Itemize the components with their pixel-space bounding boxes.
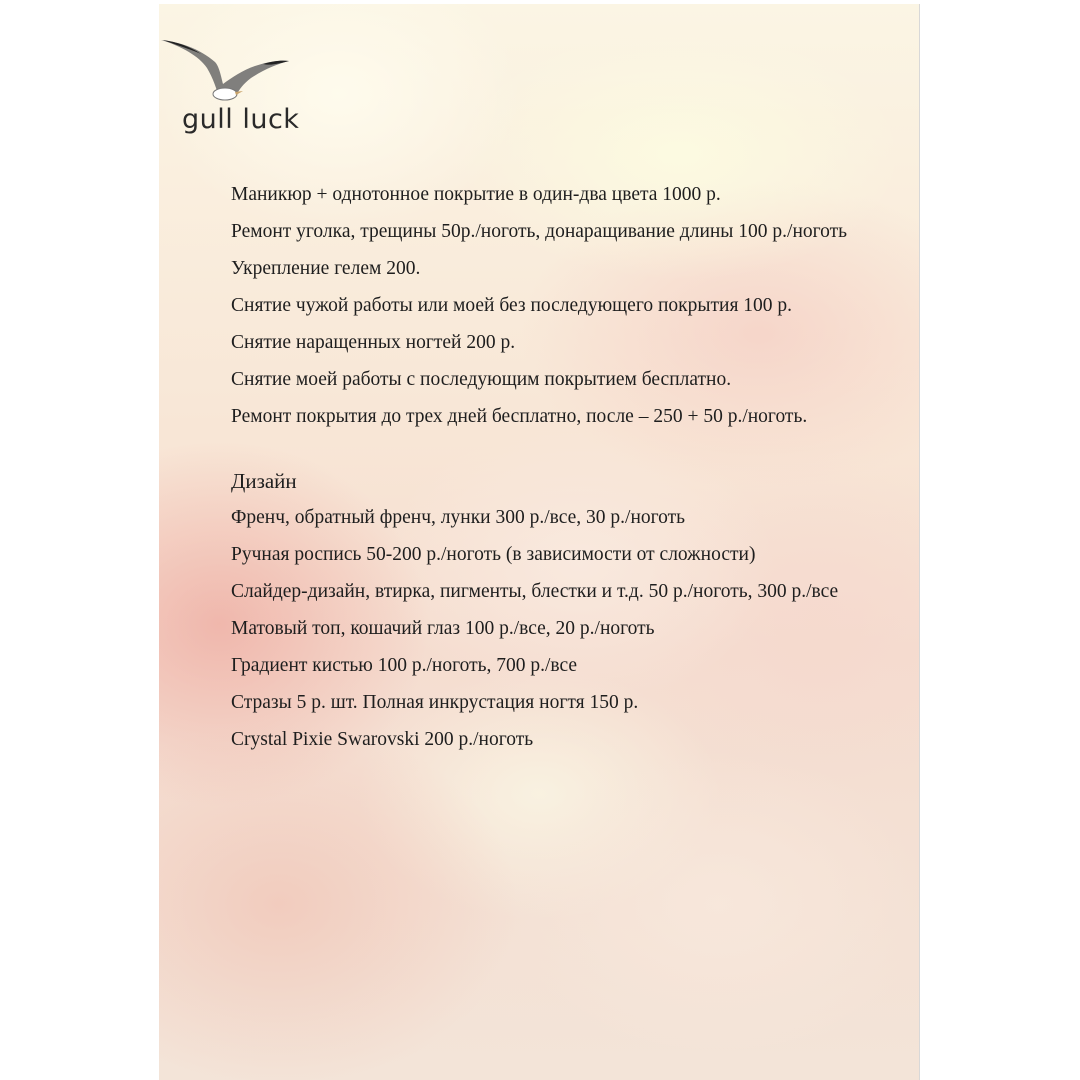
design-item: Crystal Pixie Swarovski 200 р./ноготь — [231, 729, 534, 750]
service-item: Снятие моей работы с последующим покрытием бесплатно. — [231, 369, 732, 390]
gull-luck-logo — [159, 34, 299, 144]
design-item: Матовый топ, кошачий глаз 100 р./все, 20 р./ноготь — [231, 618, 655, 639]
seagull-icon — [159, 34, 299, 114]
price-list-page — [159, 4, 920, 1080]
service-item: Укрепление гелем 200. — [231, 258, 421, 279]
price-list — [231, 182, 871, 764]
design-item: Стразы 5 р. шт. Полная инкрустация ногтя 150 р. — [231, 692, 639, 713]
service-item: Снятие чужой работы или моей без последующего покрытия 100 р. — [231, 295, 793, 316]
logo-wordmark: gull luck — [182, 104, 300, 135]
service-item: Ремонт покрытия до трех дней бесплатно, после – 250 + 50 р./ноготь. — [231, 406, 808, 427]
design-item: Френч, обратный френч, лунки 300 р./все, 30 р./ноготь — [231, 507, 686, 528]
service-item: Снятие наращенных ногтей 200 р. — [231, 332, 516, 353]
design-item: Ручная роспись 50-200 р./ноготь (в зависимости от сложности) — [231, 544, 756, 565]
service-item: Ремонт уголка, трещины 50р./ноготь, донаращивание длины 100 р./ноготь — [231, 221, 848, 242]
service-item: Маникюр + однотонное покрытие в один-два цвета 1000 р. — [231, 184, 721, 205]
design-section-title: Дизайн — [231, 469, 297, 493]
design-item: Слайдер-дизайн, втирка, пигменты, блестки и т.д. 50 р./ноготь, 300 р./все — [231, 581, 839, 602]
design-item: Градиент кистью 100 р./ноготь, 700 р./все — [231, 655, 578, 676]
